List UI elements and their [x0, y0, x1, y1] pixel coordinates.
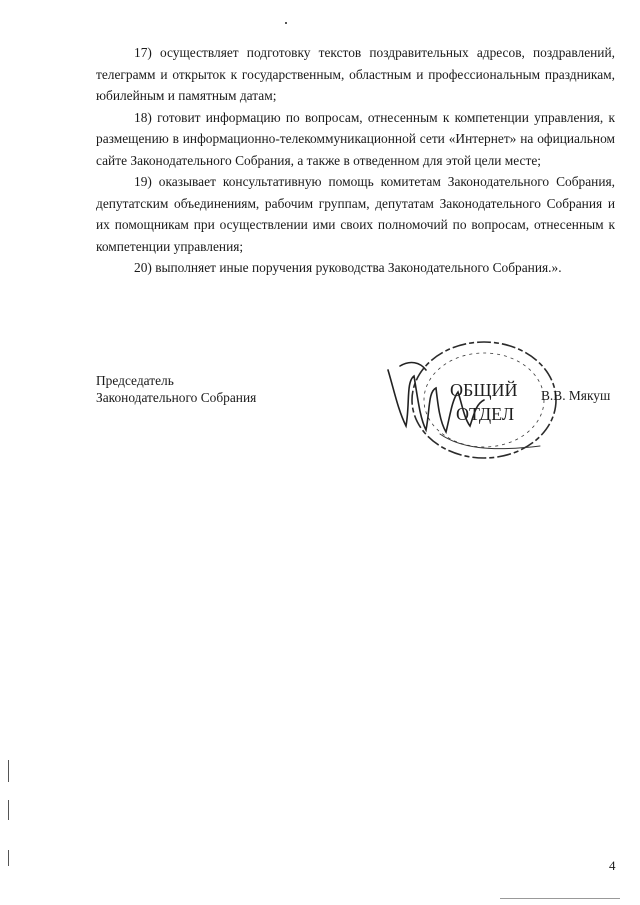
scan-bottom-line	[500, 898, 620, 899]
page-number: 4	[609, 858, 616, 873]
stamp-text-line1: ОБЩИЙ	[450, 380, 518, 400]
stamp-text-line2: ОТДЕЛ	[456, 404, 515, 424]
scan-edge-mark	[8, 850, 9, 866]
signatory-position-line1: Председатель	[96, 373, 174, 388]
scan-edge-mark	[8, 760, 9, 782]
body-text	[96, 42, 615, 279]
signatory-position-line2: Законодательного Собрания	[96, 390, 257, 405]
paragraph-19: 19) оказывает консультативную помощь комитетам Законодательного Собрания, депутатским объединениям, рабочим группам, депутатам Законодательного Собрания и их помощникам при осуществлении ими своих полномочий по вопросам, отнесенным к компетенции управления;	[96, 174, 615, 254]
signatory-position	[96, 372, 256, 406]
paragraph-17: 17) осуществляет подготовку текстов поздравительных адресов, поздравлений, телеграмм и открыток к государственным, областным и профессиональным праздникам, юбилейным и памятным датам;	[96, 45, 615, 103]
scan-edge-mark	[8, 800, 9, 820]
paragraph-18: 18) готовит информацию по вопросам, отнесенным к компетенции управления, к размещению в информационно-телекоммуникационной сети «Интернет» на официальном сайте Законодательного Собрания, а также в отведенном для этой цели месте;	[96, 109, 615, 168]
signatory-name: В.В. Мякуш	[541, 388, 611, 403]
scan-speck	[285, 22, 287, 24]
official-stamp	[380, 330, 560, 470]
paragraph-20: 20) выполняет иные поручения руководства Законодательного Собрания.».	[134, 260, 562, 275]
